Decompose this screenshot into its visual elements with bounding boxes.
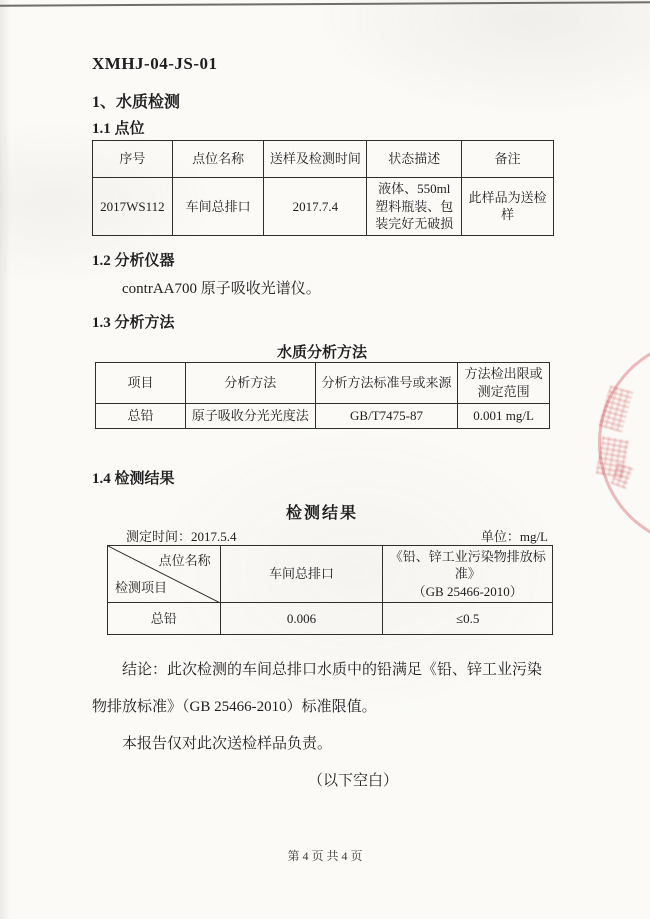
cell-result-limit: ≤0.5 bbox=[383, 603, 553, 635]
document-code: XMHJ-04-JS-01 bbox=[92, 54, 218, 73]
cell-result-value: 0.006 bbox=[220, 603, 383, 635]
standard-name: 《铅、锌工业污染物排放标准》 bbox=[389, 548, 546, 582]
section-1-3-title: 1.3 分析方法 bbox=[92, 314, 175, 331]
cell-standard: GB/T7475-87 bbox=[315, 403, 458, 428]
corner-label-item: 检测项目 bbox=[115, 579, 168, 595]
disclaimer-text: 本报告仅对此次送检样品负责。 bbox=[122, 736, 333, 753]
cell-sample-state: 液体、550ml 塑料瓶装、包装完好无破损 bbox=[367, 178, 462, 236]
column-header-state: 状态描述 bbox=[367, 141, 462, 178]
measure-time-label: 测定时间：2017.5.4 bbox=[126, 528, 237, 544]
cell-limit: 0.001 mg/L bbox=[458, 403, 550, 428]
cell-site-name: 车间总排口 bbox=[172, 178, 264, 236]
section-1-4-title: 1.4 检测结果 bbox=[92, 470, 175, 487]
method-table-row bbox=[96, 403, 550, 428]
standard-code: （GB 25466-2010） bbox=[412, 583, 523, 599]
cell-method: 原子吸收分光光度法 bbox=[185, 403, 315, 428]
column-header-seq: 序号 bbox=[93, 141, 173, 178]
conclusion-line-1: 结论：此次检测的车间总排口水质中的铅满足《铅、锌工业污染 bbox=[122, 662, 543, 679]
result-table bbox=[107, 545, 553, 636]
report-page bbox=[92, 0, 552, 800]
column-header-site: 点位名称 bbox=[172, 141, 264, 178]
page-number: 第 4 页 共 4 页 bbox=[287, 849, 363, 863]
result-table-row bbox=[108, 603, 553, 635]
point-table-row bbox=[93, 178, 554, 236]
column-header-time: 送样及检测时间 bbox=[264, 141, 367, 178]
point-table-header-row bbox=[93, 141, 554, 178]
cell-sample-note: 此样品为送检样 bbox=[462, 178, 554, 236]
instrument-text: contrAA700 原子吸收光谱仪。 bbox=[122, 280, 321, 297]
diagonal-header-cell bbox=[108, 545, 221, 603]
result-table-header-row bbox=[108, 545, 553, 603]
column-header-note: 备注 bbox=[462, 141, 554, 178]
column-header-emission-standard bbox=[383, 545, 553, 603]
result-meta-row bbox=[92, 526, 552, 545]
corner-label-site: 点位名称 bbox=[158, 552, 211, 568]
unit-label: 单位：mg/L bbox=[480, 528, 548, 544]
section-1-title: 1、水质检测 bbox=[92, 94, 181, 111]
result-table-title: 检测结果 bbox=[285, 504, 358, 522]
column-header-standard: 分析方法标准号或来源 bbox=[315, 362, 458, 403]
method-table bbox=[95, 362, 550, 429]
column-header-limit: 方法检出限或测定范围 bbox=[458, 362, 550, 403]
column-header-site-outlet: 车间总排口 bbox=[220, 545, 383, 603]
cell-sample-id: 2017WS112 bbox=[93, 178, 173, 236]
blank-below-note: （以下空白） bbox=[307, 773, 398, 790]
section-1-2-title: 1.2 分析仪器 bbox=[92, 252, 175, 269]
conclusion-line-2: 物排放标准》（GB 25466-2010）标准限值。 bbox=[92, 699, 377, 716]
section-1-1-title: 1.1 点位 bbox=[92, 121, 145, 137]
point-table bbox=[92, 140, 554, 236]
cell-item: 总铅 bbox=[96, 403, 186, 428]
method-table-title: 水质分析方法 bbox=[276, 344, 367, 361]
column-header-item: 项目 bbox=[96, 362, 186, 403]
column-header-method: 分析方法 bbox=[185, 362, 315, 403]
method-table-header-row bbox=[96, 362, 550, 403]
cell-sample-time: 2017.7.4 bbox=[264, 178, 367, 236]
cell-result-item: 总铅 bbox=[108, 603, 221, 635]
